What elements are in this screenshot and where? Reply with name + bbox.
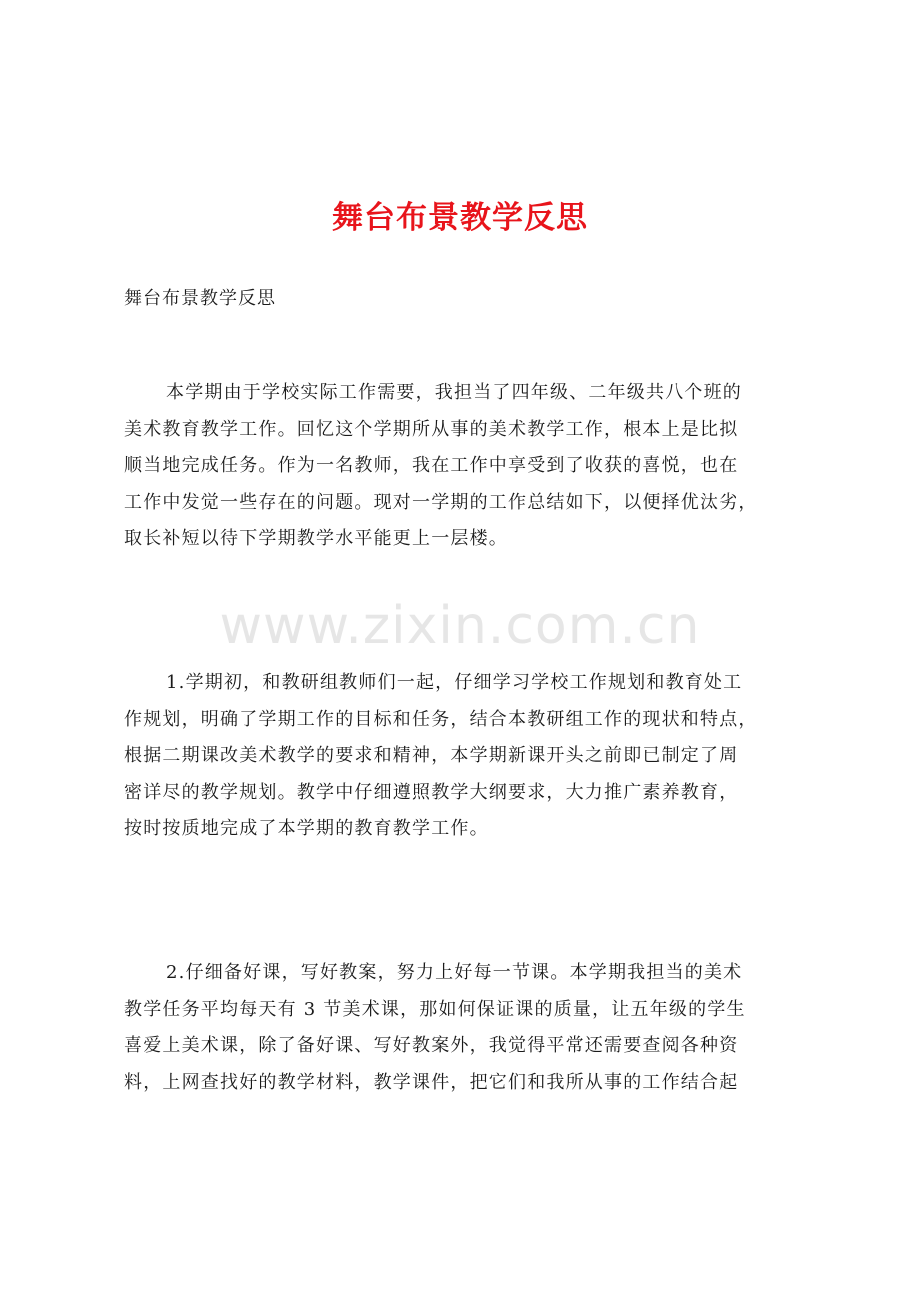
paragraph-line: 密详尽的教学规划。教学中仔细遵照教学大纲要求，大力推广素养教育， <box>124 781 739 803</box>
document-subtitle: 舞台布景教学反思 <box>124 288 276 309</box>
paragraph-line: 教学任务平均每天有 3 节美术课，那如何保证课的质量，让五年级的学生 <box>124 998 746 1020</box>
paragraph-line: 工作中发觉一些存在的问题。现对一学期的工作总结如下，以便择优汰劣， <box>124 491 758 513</box>
paragraph-line: 顺当地完成任务。作为一名教师，我在工作中享受到了收获的喜悦，也在 <box>124 455 739 476</box>
paragraph-line: 本学期由于学校实际工作需要，我担当了四年级、二年级共八个班的 <box>166 382 742 403</box>
watermark: www.zixin.com.cn <box>219 596 701 656</box>
paragraph-line: 取长补短以待下学期教学水平能更上一层楼。 <box>124 528 508 549</box>
document-title: 舞台布景教学反思 <box>332 200 588 236</box>
paragraph-line: 1.学期初，和教研组教师们一起，仔细学习学校工作规划和教育处工 <box>166 672 743 693</box>
paragraph-line: 2.仔细备好课，写好教案，努力上好每一节课。本学期我担当的美术 <box>166 962 743 983</box>
paragraph-1 <box>124 375 814 558</box>
paragraph-line: 根据二期课改美术教学的要求和精神，本学期新课开头之前即已制定了周 <box>124 745 739 766</box>
paragraph-line: 料，上网查找好的教学材料，教学课件，把它们和我所从事的工作结合起 <box>124 1071 739 1093</box>
paragraph-line: 按时按质地完成了本学期的教育教学工作。 <box>124 818 489 839</box>
paragraph-3 <box>124 955 814 1101</box>
paragraph-2 <box>124 665 814 848</box>
paragraph-line: 喜爱上美术课，除了备好课、写好教案外，我觉得平常还需要查阅各种资 <box>124 1035 739 1056</box>
paragraph-line: 美术教育教学工作。回忆这个学期所从事的美术教学工作，根本上是比拟 <box>124 418 739 440</box>
paragraph-line: 作规划，明确了学期工作的目标和任务，结合本教研组工作的现状和特点， <box>124 708 758 730</box>
